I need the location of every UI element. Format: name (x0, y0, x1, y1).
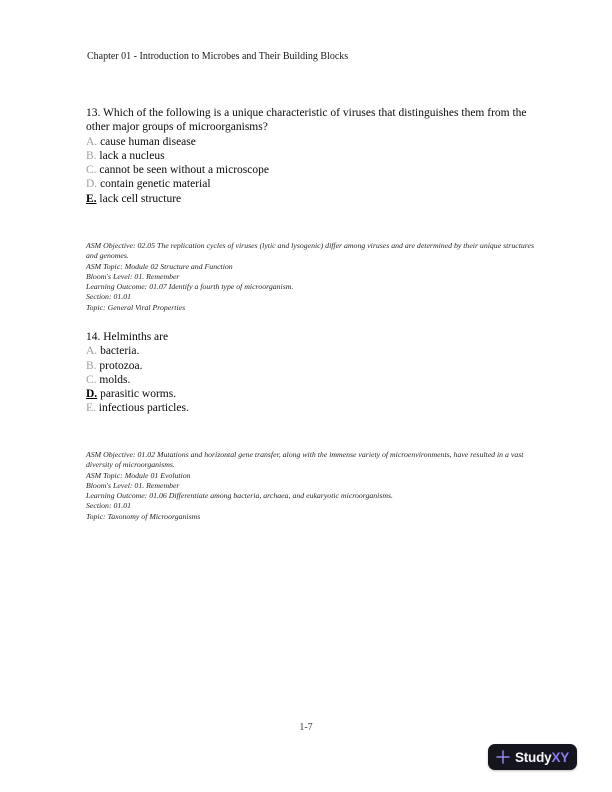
metadata-line: ASM Topic: Module 01 Evolution (86, 470, 191, 480)
metadata-line: Section: 01.01 (86, 292, 132, 302)
option-text: lack a nucleus (99, 149, 165, 162)
page-header: Chapter 01 - Introduction to Microbes and Their Building Blocks (87, 51, 349, 62)
plus-icon (496, 750, 510, 764)
metadata-line: ASM Objective: 02.05 The replication cycles of viruses (lytic and lysogenic) differ among viruses and are determined by their unique structures and genomes. (86, 241, 535, 261)
question-number: 13. (86, 107, 101, 119)
metadata-line: ASM Objective: 01.02 Mutations and horizontal gene transfer, along with the immense variety of microenvironments, have resulted in a vast diversity of microorganisms. (86, 450, 524, 470)
brand-name (515, 750, 569, 765)
option-text: contain genetic material (100, 178, 211, 191)
option-row (86, 344, 538, 358)
option-row (86, 373, 538, 387)
brand-name-accent: XY (551, 749, 570, 765)
question-stem: Which of the following is a unique characteristic of viruses that distinguishes them from the other major groups of microorganisms? (86, 107, 527, 134)
question-text (86, 106, 538, 135)
question-number: 14. (86, 331, 101, 343)
metadata-line: Section: 01.01 (86, 501, 132, 511)
option-row (86, 135, 538, 149)
correct-option-letter: D. (86, 388, 98, 401)
option-row (86, 177, 538, 191)
question-14-metadata (86, 450, 538, 522)
option-text: cause human disease (100, 135, 196, 148)
option-row (86, 387, 538, 401)
metadata-line: Learning Outcome: 01.07 Identify a fourth type of microorganism. (86, 282, 294, 292)
option-letter: B. (86, 149, 97, 162)
brand-name-primary: Study (514, 749, 552, 765)
option-text: molds. (99, 373, 131, 386)
question-text (86, 330, 538, 344)
option-text: protozoa. (99, 359, 143, 372)
option-letter: D. (86, 178, 98, 191)
option-letter: B. (86, 359, 97, 372)
option-text: cannot be seen without a microscope (99, 164, 269, 177)
correct-option-letter: E. (86, 192, 97, 205)
option-row (86, 359, 538, 373)
option-text: parasitic worms. (100, 388, 177, 401)
metadata-line: Topic: General Viral Properties (86, 302, 186, 312)
question-13-metadata (86, 241, 538, 313)
option-letter: C. (86, 373, 97, 386)
option-text: bacteria. (100, 345, 140, 358)
option-row (86, 192, 538, 206)
metadata-line: Learning Outcome: 01.06 Differentiate among bacteria, archaea, and eukaryotic microorganisms. (86, 491, 393, 501)
option-letter: C. (86, 164, 97, 177)
question-14 (86, 330, 538, 416)
metadata-line: Bloom's Level: 01. Remember (86, 480, 180, 490)
option-row (86, 401, 538, 415)
page-number: 1-7 (299, 722, 313, 733)
metadata-line: Topic: Taxonomy of Microorganisms (86, 511, 201, 521)
question-stem: Helminths are (103, 331, 169, 343)
studyxy-logo-badge[interactable] (488, 744, 577, 770)
metadata-line: ASM Topic: Module 02 Structure and Function (86, 261, 233, 271)
option-letter: E. (86, 402, 96, 415)
option-row (86, 163, 538, 177)
option-text: lack cell structure (99, 192, 182, 205)
option-letter: A. (86, 345, 98, 358)
option-letter: A. (86, 135, 98, 148)
metadata-line: Bloom's Level: 01. Remember (86, 271, 180, 281)
question-13 (86, 106, 538, 206)
option-text: infectious particles. (98, 402, 189, 415)
option-row (86, 149, 538, 163)
